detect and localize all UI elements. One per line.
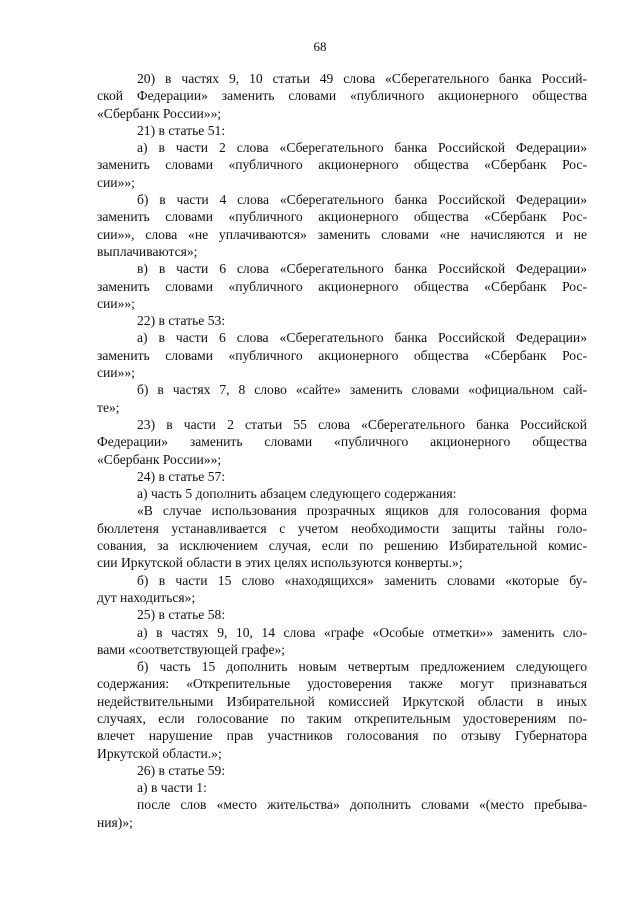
text-line: выплачиваются»;	[97, 243, 198, 259]
text-line: а) в частях 9, 10, 14 слова «графе «Особые отметки»» заменить сло-	[137, 624, 587, 640]
text-line: ской Федерации» заменить словами «публичного акционерного общества	[97, 88, 587, 104]
text-line: сии»»;	[97, 174, 135, 190]
text-line: а) часть 5 дополнить абзацем следующего содержания:	[137, 486, 457, 502]
text-line: бюллетеня устанавливается с учетом необходимости защиты тайны голо-	[97, 520, 587, 536]
text-line: сии Иркутской области в этих целях используются конверты.»;	[97, 555, 463, 571]
text-line: заменить словами «публичного акционерного общества «Сбербанк Рос-	[97, 278, 587, 294]
text-line: те»;	[97, 399, 120, 415]
text-line: после слов «место жительства» дополнить словами «(место пребыва-	[137, 797, 587, 813]
text-line: сии»», слова «не уплачиваются» заменить словами «не начисляются и не	[97, 226, 587, 242]
text-line: заменить словами «публичного акционерного общества «Сбербанк Рос-	[97, 157, 587, 173]
text-line: 24) в статье 57:	[137, 468, 226, 484]
text-line: сии»»;	[97, 295, 135, 311]
text-line: вами «соответствующей графе»;	[97, 641, 286, 657]
text-line: заменить словами «публичного акционерного общества «Сбербанк Рос-	[97, 347, 587, 363]
text-line: Федерации» заменить словами «публичного акционерного общества	[97, 434, 587, 450]
text-line: «Сбербанк России»»;	[97, 105, 222, 121]
text-line: влечет нарушение прав участников голосования по отзыву Губернатора	[97, 728, 587, 744]
text-line: случаях, если голосование по таким открепительным удостоверениям по-	[97, 710, 587, 726]
text-line: содержания: «Открепительные удостоверения также могут признаваться	[97, 676, 587, 692]
text-line: 22) в статье 53:	[137, 313, 226, 329]
page-number: 68	[313, 39, 327, 54]
text-line: сии»»;	[97, 365, 135, 381]
text-line: ния)»;	[97, 814, 133, 830]
text-line: 21) в статье 51:	[137, 122, 226, 138]
text-line: б) часть 15 дополнить новым четвертым предложением следующего	[137, 659, 587, 675]
text-line: б) в частях 7, 8 слово «сайте» заменить словами «официальном сай-	[137, 382, 587, 398]
text-line: Иркутской области.»;	[97, 745, 222, 761]
text-line: «В случае использования прозрачных ящиков для голосования форма	[137, 503, 587, 519]
text-line: а) в части 2 слова «Сберегательного банка Российской Федерации»	[137, 140, 587, 156]
text-line: 20) в частях 9, 10 статьи 49 слова «Сберегательного банка Россий-	[137, 71, 587, 86]
text-line: 23) в части 2 статьи 55 слова «Сберегательного банка Российской	[137, 416, 587, 432]
text-line: б) в части 4 слова «Сберегательного банка Российской Федерации»	[137, 192, 587, 208]
text-line: дут находиться»;	[97, 589, 196, 605]
text-line: в) в части 6 слова «Сберегательного банка Российской Федерации»	[137, 261, 587, 277]
text-line: а) в части 1:	[137, 780, 207, 796]
document-body	[97, 70, 587, 831]
text-line: сования, за исключением случая, если по решению Избирательной комис-	[97, 538, 587, 554]
text-line: 26) в статье 59:	[137, 762, 226, 778]
text-line: недействительными Избирательной комиссией Иркутской области в иных	[97, 693, 587, 709]
text-line: «Сбербанк России»»;	[97, 451, 222, 467]
text-line: 25) в статье 58:	[137, 607, 226, 623]
text-line: заменить словами «публичного акционерного общества «Сбербанк Рос-	[97, 209, 587, 225]
text-line: б) в части 15 слово «находящихся» заменить словами «которые бу-	[137, 572, 587, 588]
text-line: а) в части 6 слова «Сберегательного банка Российской Федерации»	[137, 330, 587, 346]
